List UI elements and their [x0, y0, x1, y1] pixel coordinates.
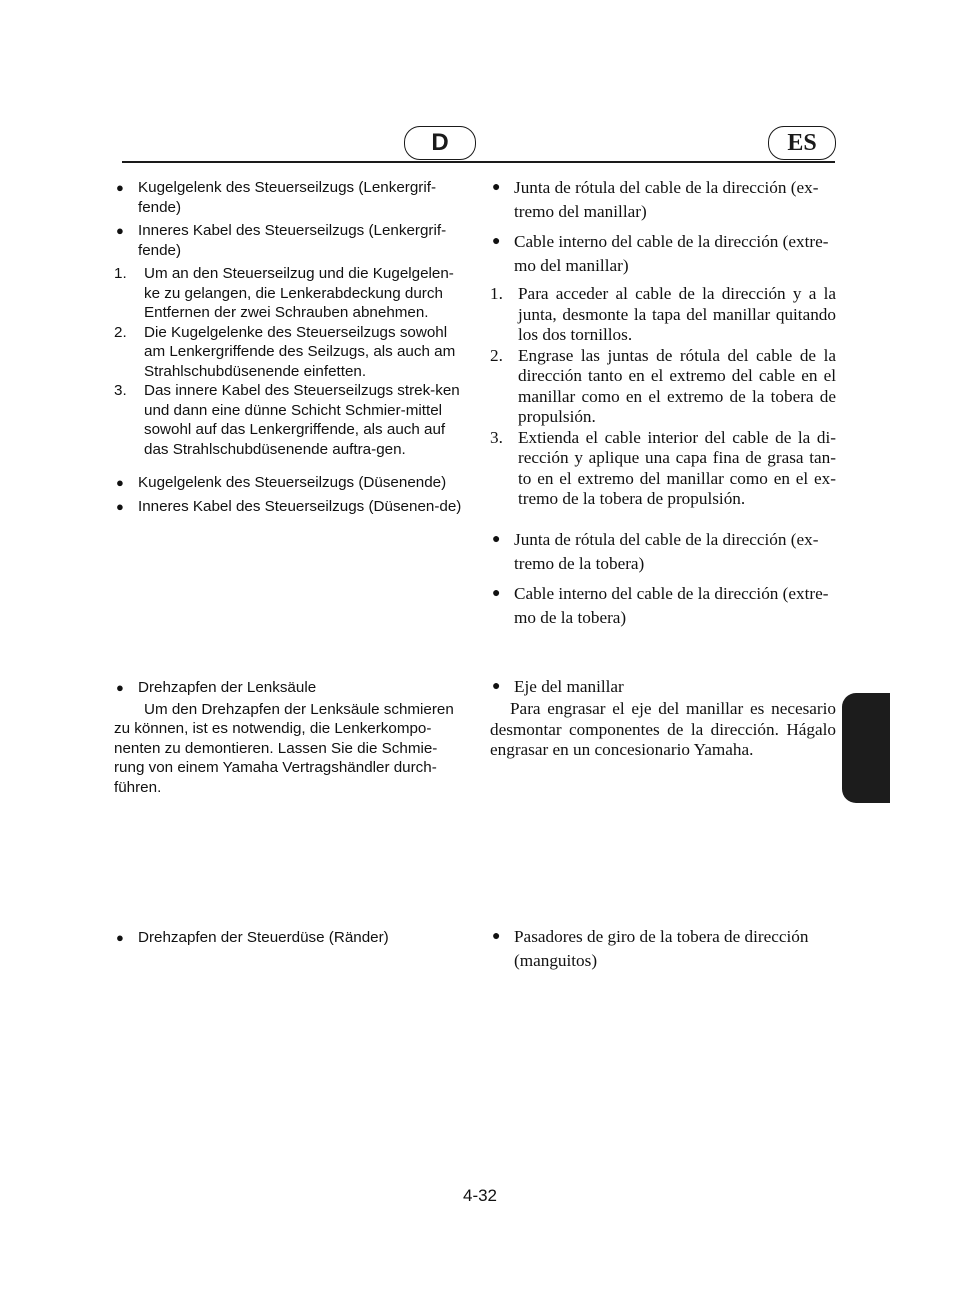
de-section-steering-cable — [114, 178, 464, 520]
list-item: ● Kugelgelenk des Steuerseilzugs (Düsenende) — [116, 474, 447, 491]
step-item: 2. Die Kugelgelenke des Steuerseilzugs sowohl am Lenkergriffende des Seilzugs, als auch am Strahlschubdüsenende einfetten. — [114, 323, 456, 380]
language-tab-de — [404, 126, 476, 160]
list-item: ● Cable interno del cable de la dirección (extre-mo del manillar) — [492, 232, 829, 275]
page-number: 4-32 — [462, 1186, 498, 1205]
chapter-side-tab — [842, 693, 890, 803]
list-item: ● Kugelgelenk des Steuerseilzugs (Lenkergrif-fende) — [116, 179, 437, 216]
step-item: 1. Um an den Steuerseilzug und die Kugelgelen-ke zu gelangen, die Lenkerabdeckung durch Entfernen der zwei Schrauben abnehmen. — [114, 265, 454, 321]
bullet-icon: ● — [492, 679, 501, 694]
es-section-nozzle-pivots — [490, 925, 836, 979]
list-item: ● Junta de rótula del cable de la dirección (ex-tremo del manillar) — [492, 178, 819, 221]
language-label-de: D — [431, 129, 449, 156]
bullet-icon: ● — [492, 929, 501, 944]
bullet-icon: ● — [116, 223, 124, 238]
paragraph: Para engrasar el eje del manillar es necesario desmontar componentes de la dirección. Hágalo engrasar en un concesionario Yamaha. — [490, 699, 836, 759]
de-section-nozzle-pivots — [114, 928, 464, 952]
step-item: 3. Extienda el cable interior del cable de la di-rección y aplique una capa fina de grasa tan-to en el extremo del manillar como en el ex-tremo de la tobera de propulsión. — [490, 427, 836, 508]
language-label-es: ES — [787, 129, 817, 156]
list-item: ● Inneres Kabel des Steuerseilzugs (Düsenen-de) — [116, 497, 462, 515]
language-tab-es — [768, 126, 836, 160]
bullet-icon: ● — [116, 930, 124, 945]
list-item: ● Drehzapfen der Steuerdüse (Ränder) — [116, 929, 389, 946]
bullet-icon: ● — [492, 180, 501, 195]
list-item: ● Junta de rótula del cable de la dirección (ex-tremo de la tobera) — [492, 529, 819, 573]
header-rule — [122, 161, 835, 163]
bullet-icon: ● — [492, 234, 501, 249]
bullet-icon: ● — [492, 585, 501, 601]
bullet-icon: ● — [116, 498, 124, 514]
bullet-icon: ● — [116, 680, 124, 695]
step-item: 2. Engrase las juntas de rótula del cable de la dirección tanto en el extremo del cable en el manillar como en el extremo de la tobera de propulsión. — [490, 345, 836, 426]
bullet-icon: ● — [116, 180, 124, 195]
bullet-icon: ● — [492, 531, 501, 547]
list-item: ● Inneres Kabel des Steuerseilzugs (Lenkergrif-fende) — [116, 222, 447, 259]
list-item: ● Eje del manillar — [490, 675, 836, 699]
list-item: ● Cable interno del cable de la dirección (extre-mo de la tobera) — [492, 583, 829, 627]
es-section-steering-cable — [490, 176, 836, 636]
paragraph: Um den Drehzapfen der Lenksäule schmieren zu können, ist es notwendig, die Lenkerkompo-nenten zu demontieren. Lassen Sie die Schmie-rung von einem Yamaha Vertragshändler durch-führen. — [114, 700, 454, 796]
step-item: 1. Para acceder al cable de la dirección y a la junta, desmonte la tapa del manillar quitando los dos tornillos. — [490, 284, 836, 344]
step-item: 3. Das innere Kabel des Steuerseilzugs strek-ken und dann eine dünne Schicht Schmier-mittel sowohl auf das Lenkergriffende, als auch auf das Strahlschubdüsenende auftra-gen. — [114, 382, 460, 458]
bullet-icon: ● — [116, 475, 124, 490]
list-item: ● Pasadores de giro de la tobera de dirección (manguitos) — [492, 927, 809, 970]
list-item: ● Drehzapfen der Lenksäule — [116, 679, 317, 696]
de-section-steering-column — [114, 678, 464, 797]
es-section-handlebar-shaft — [490, 675, 836, 761]
